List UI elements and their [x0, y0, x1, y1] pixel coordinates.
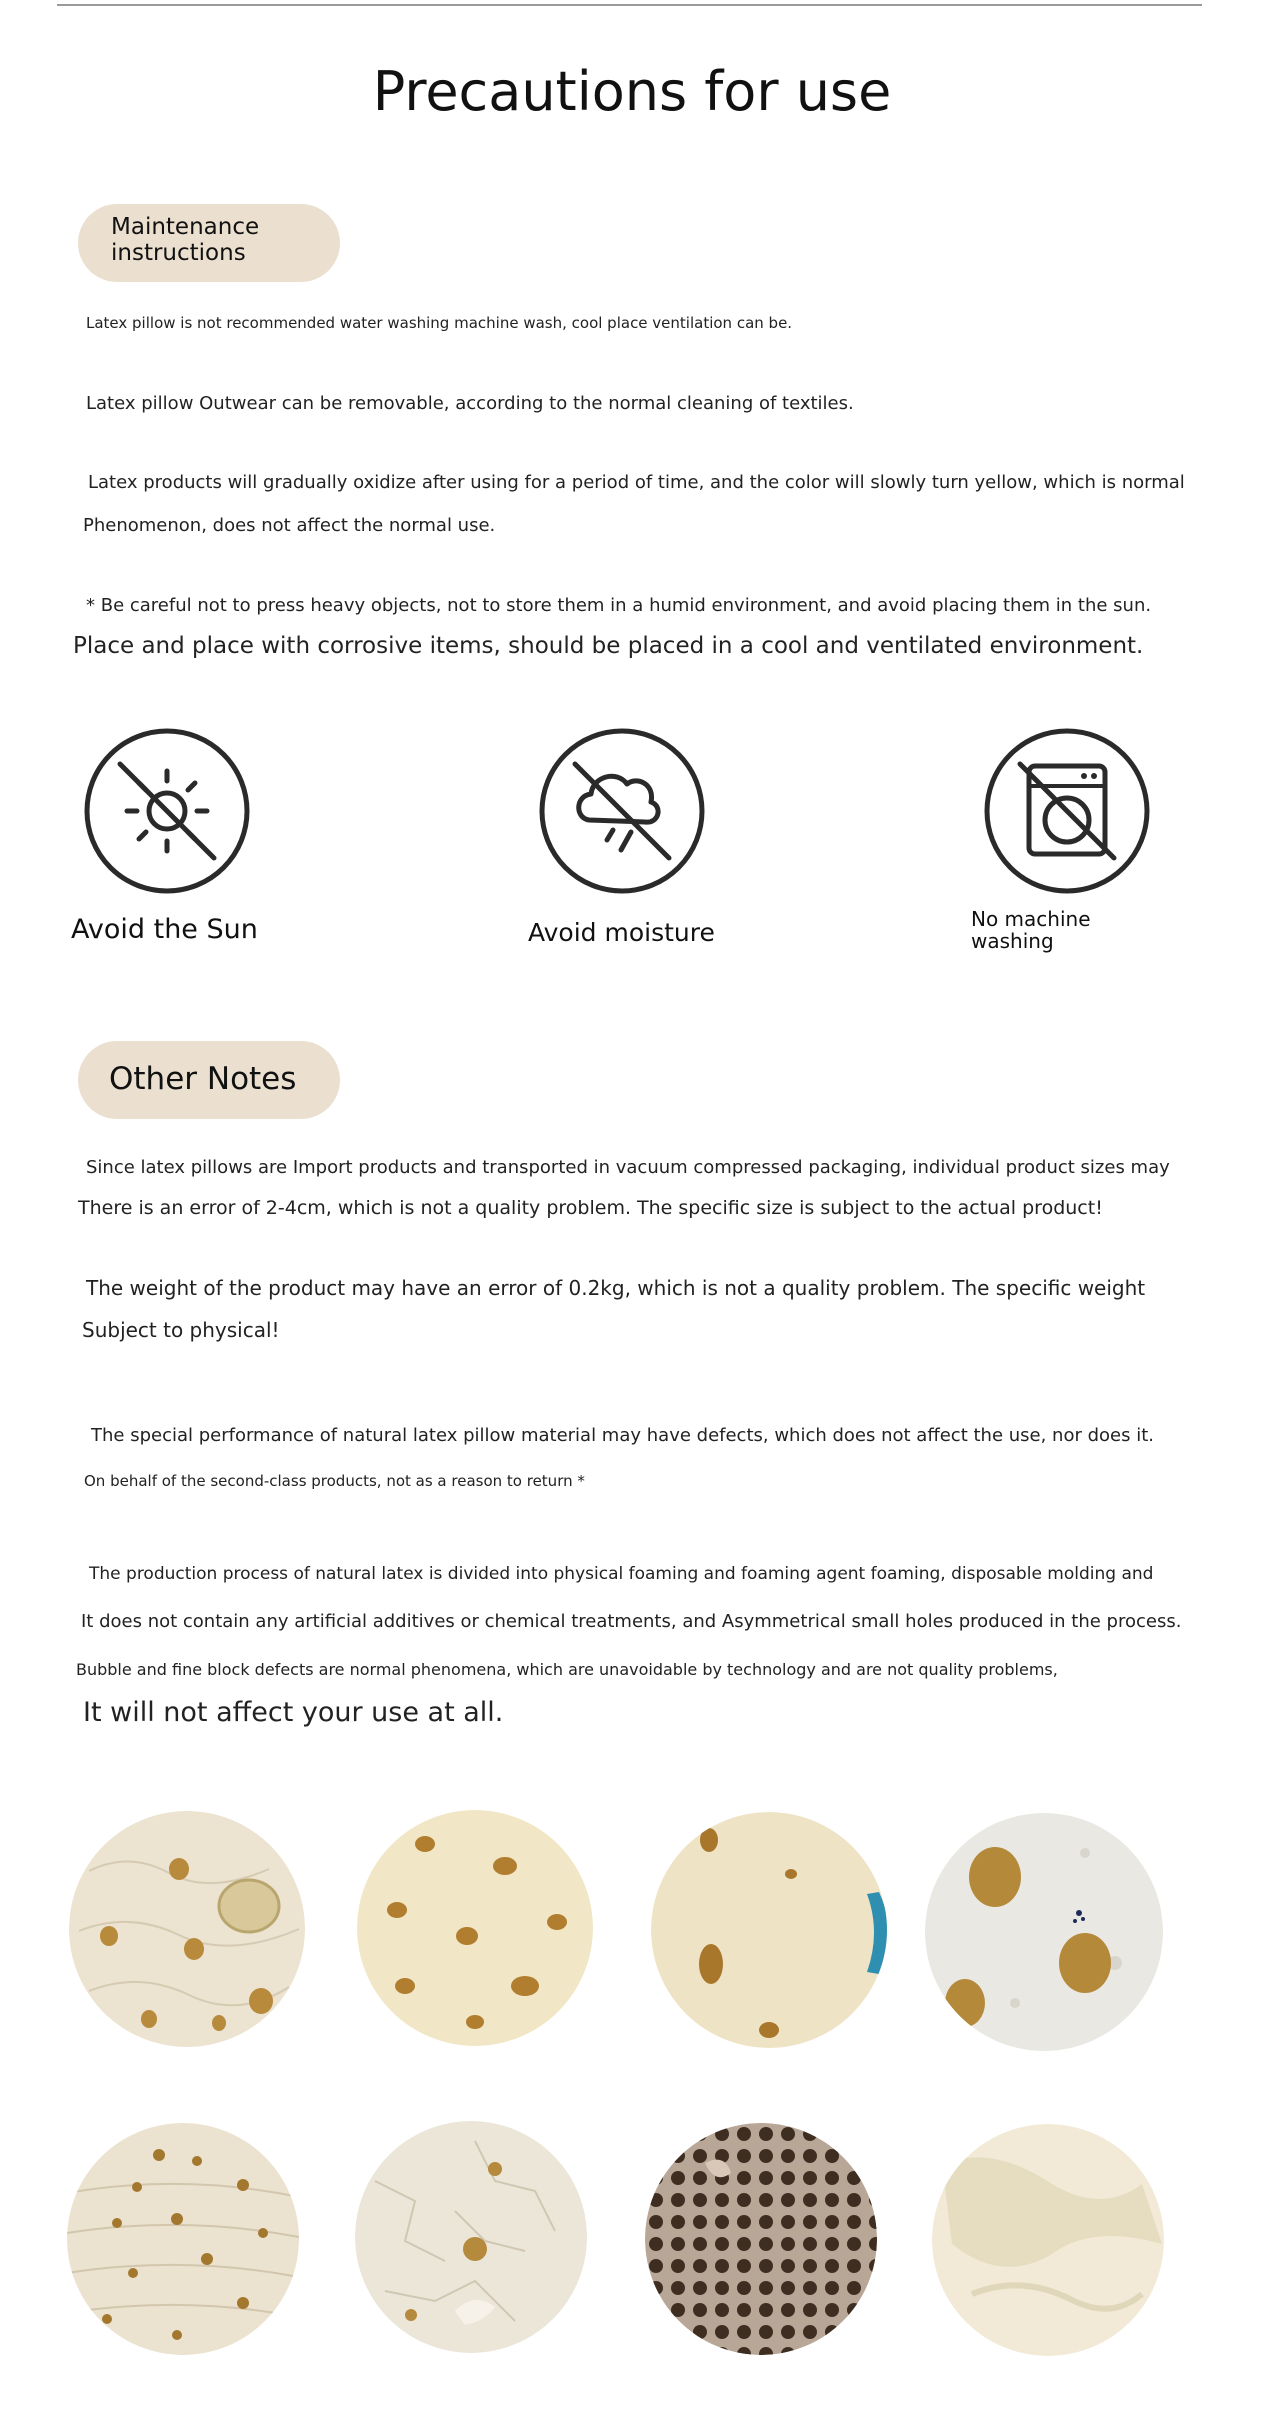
avoid-moisture-label: Avoid moisture	[528, 918, 715, 947]
latex-sample-image	[69, 1811, 305, 2047]
notes-text-7: The production process of natural latex is divided into physical foaming and foaming agent foaming, disposable molding and	[89, 1564, 1154, 1584]
notes-text-3: The weight of the product may have an error of 0.2kg, which is not a quality problem. The specific weight	[86, 1276, 1146, 1300]
notes-text-4: Subject to physical!	[82, 1318, 280, 1342]
latex-sample-image	[357, 1810, 593, 2046]
notes-text-10: It will not affect your use at all.	[83, 1697, 504, 1728]
latex-sample-image	[925, 1813, 1163, 2051]
no-machine-wash-icon	[984, 728, 1150, 894]
top-divider	[57, 4, 1202, 6]
page-title: Precautions for use	[372, 60, 892, 123]
maintenance-text-2: Latex pillow Outwear can be removable, according to the normal cleaning of textiles.	[86, 393, 854, 414]
maintenance-badge	[78, 204, 340, 282]
latex-sample-image	[67, 2123, 299, 2355]
latex-sample-image	[645, 2123, 877, 2355]
notes-text-1: Since latex pillows are Import products and transported in vacuum compressed packaging, individual product sizes may	[86, 1157, 1170, 1178]
latex-sample-image	[932, 2124, 1164, 2356]
maintenance-text-3: Latex products will gradually oxidize after using for a period of time, and the color will slowly turn yellow, which is normal	[88, 472, 1185, 493]
no-moisture-icon	[539, 728, 705, 894]
notes-text-6: On behalf of the second-class products, not as a reason to return *	[84, 1472, 585, 1490]
notes-text-8: It does not contain any artificial additives or chemical treatments, and Asymmetrical small holes produced in the process.	[81, 1611, 1182, 1632]
latex-sample-image	[651, 1812, 887, 2048]
notes-text-2: There is an error of 2-4cm, which is not a quality problem. The specific size is subject to the actual product!	[78, 1197, 1103, 1219]
maintenance-text-6: Place and place with corrosive items, should be placed in a cool and ventilated environment.	[73, 633, 1144, 659]
maintenance-text-5: * Be careful not to press heavy objects, not to store them in a humid environment, and avoid placing them in the sun.	[86, 595, 1152, 616]
other-notes-badge	[78, 1041, 340, 1119]
other-notes-badge-label: Other Notes	[109, 1061, 297, 1097]
notes-text-9: Bubble and fine block defects are normal phenomena, which are unavoidable by technology and are not quality problems,	[76, 1660, 1058, 1679]
no-sun-icon	[84, 728, 250, 894]
notes-text-5: The special performance of natural latex pillow material may have defects, which does not affect the use, nor does it.	[91, 1425, 1154, 1446]
maintenance-text-1: Latex pillow is not recommended water washing machine wash, cool place ventilation can be.	[86, 314, 793, 332]
avoid-sun-label: Avoid the Sun	[71, 914, 258, 945]
maintenance-text-4: Phenomenon, does not affect the normal use.	[83, 515, 496, 536]
latex-sample-image	[355, 2121, 587, 2353]
no-machine-washing-label: No machine washing	[971, 907, 1091, 953]
maintenance-badge-label: Maintenance instructions	[111, 214, 260, 266]
